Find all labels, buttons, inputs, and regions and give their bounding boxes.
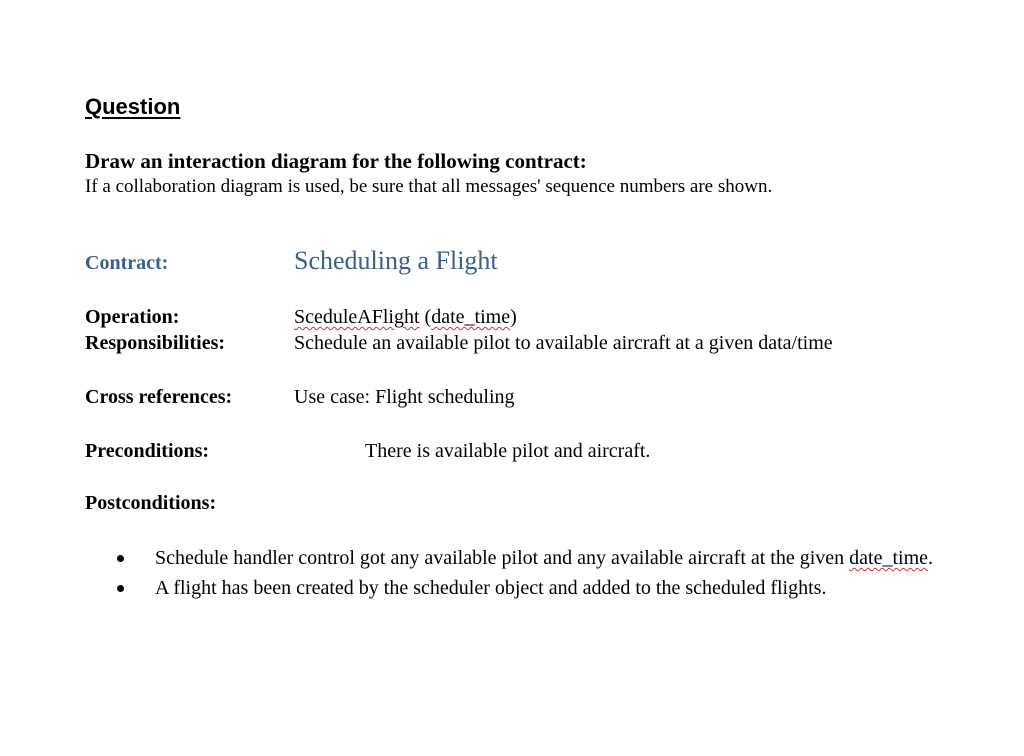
preconditions-label: Preconditions: bbox=[85, 440, 210, 462]
postcondition-text: A flight has been created by the scheduler object and added to the scheduled flights. bbox=[155, 577, 827, 599]
operation-value bbox=[294, 306, 517, 329]
operation-arg: date_time bbox=[431, 306, 511, 328]
preconditions-value: There is available pilot and aircraft. bbox=[365, 440, 651, 462]
operation-args-open: ( bbox=[424, 306, 432, 328]
responsibilities-label: Responsibilities: bbox=[85, 332, 226, 354]
question-heading: Question bbox=[85, 94, 181, 119]
postcondition-text: Schedule handler control got any available pilot and any available aircraft at the given bbox=[155, 547, 850, 569]
instruction-bold: Draw an interaction diagram for the following contract: bbox=[85, 149, 587, 173]
list-item bbox=[112, 575, 992, 601]
contract-label: Contract: bbox=[85, 252, 169, 274]
operation-label: Operation: bbox=[85, 306, 180, 328]
bullet-icon bbox=[117, 585, 124, 592]
responsibilities-value: Schedule an available pilot to available aircraft at a given data/time bbox=[294, 332, 833, 354]
cross-references-value: Use case: Flight scheduling bbox=[294, 386, 515, 408]
postcondition-period: . bbox=[928, 547, 934, 569]
operation-name: SceduleAFlight bbox=[294, 306, 420, 328]
postcondition-date-time: date_time bbox=[849, 547, 929, 569]
instruction-text: If a collaboration diagram is used, be sure that all messages' sequence numbers are shown. bbox=[85, 176, 773, 197]
contract-title: Scheduling a Flight bbox=[294, 246, 498, 275]
list-item bbox=[112, 545, 992, 571]
postconditions-label: Postconditions: bbox=[85, 492, 217, 514]
cross-references-label: Cross references: bbox=[85, 386, 233, 408]
bullet-icon bbox=[117, 555, 124, 562]
operation-args-close: ) bbox=[510, 306, 517, 328]
postconditions-list bbox=[112, 545, 992, 605]
